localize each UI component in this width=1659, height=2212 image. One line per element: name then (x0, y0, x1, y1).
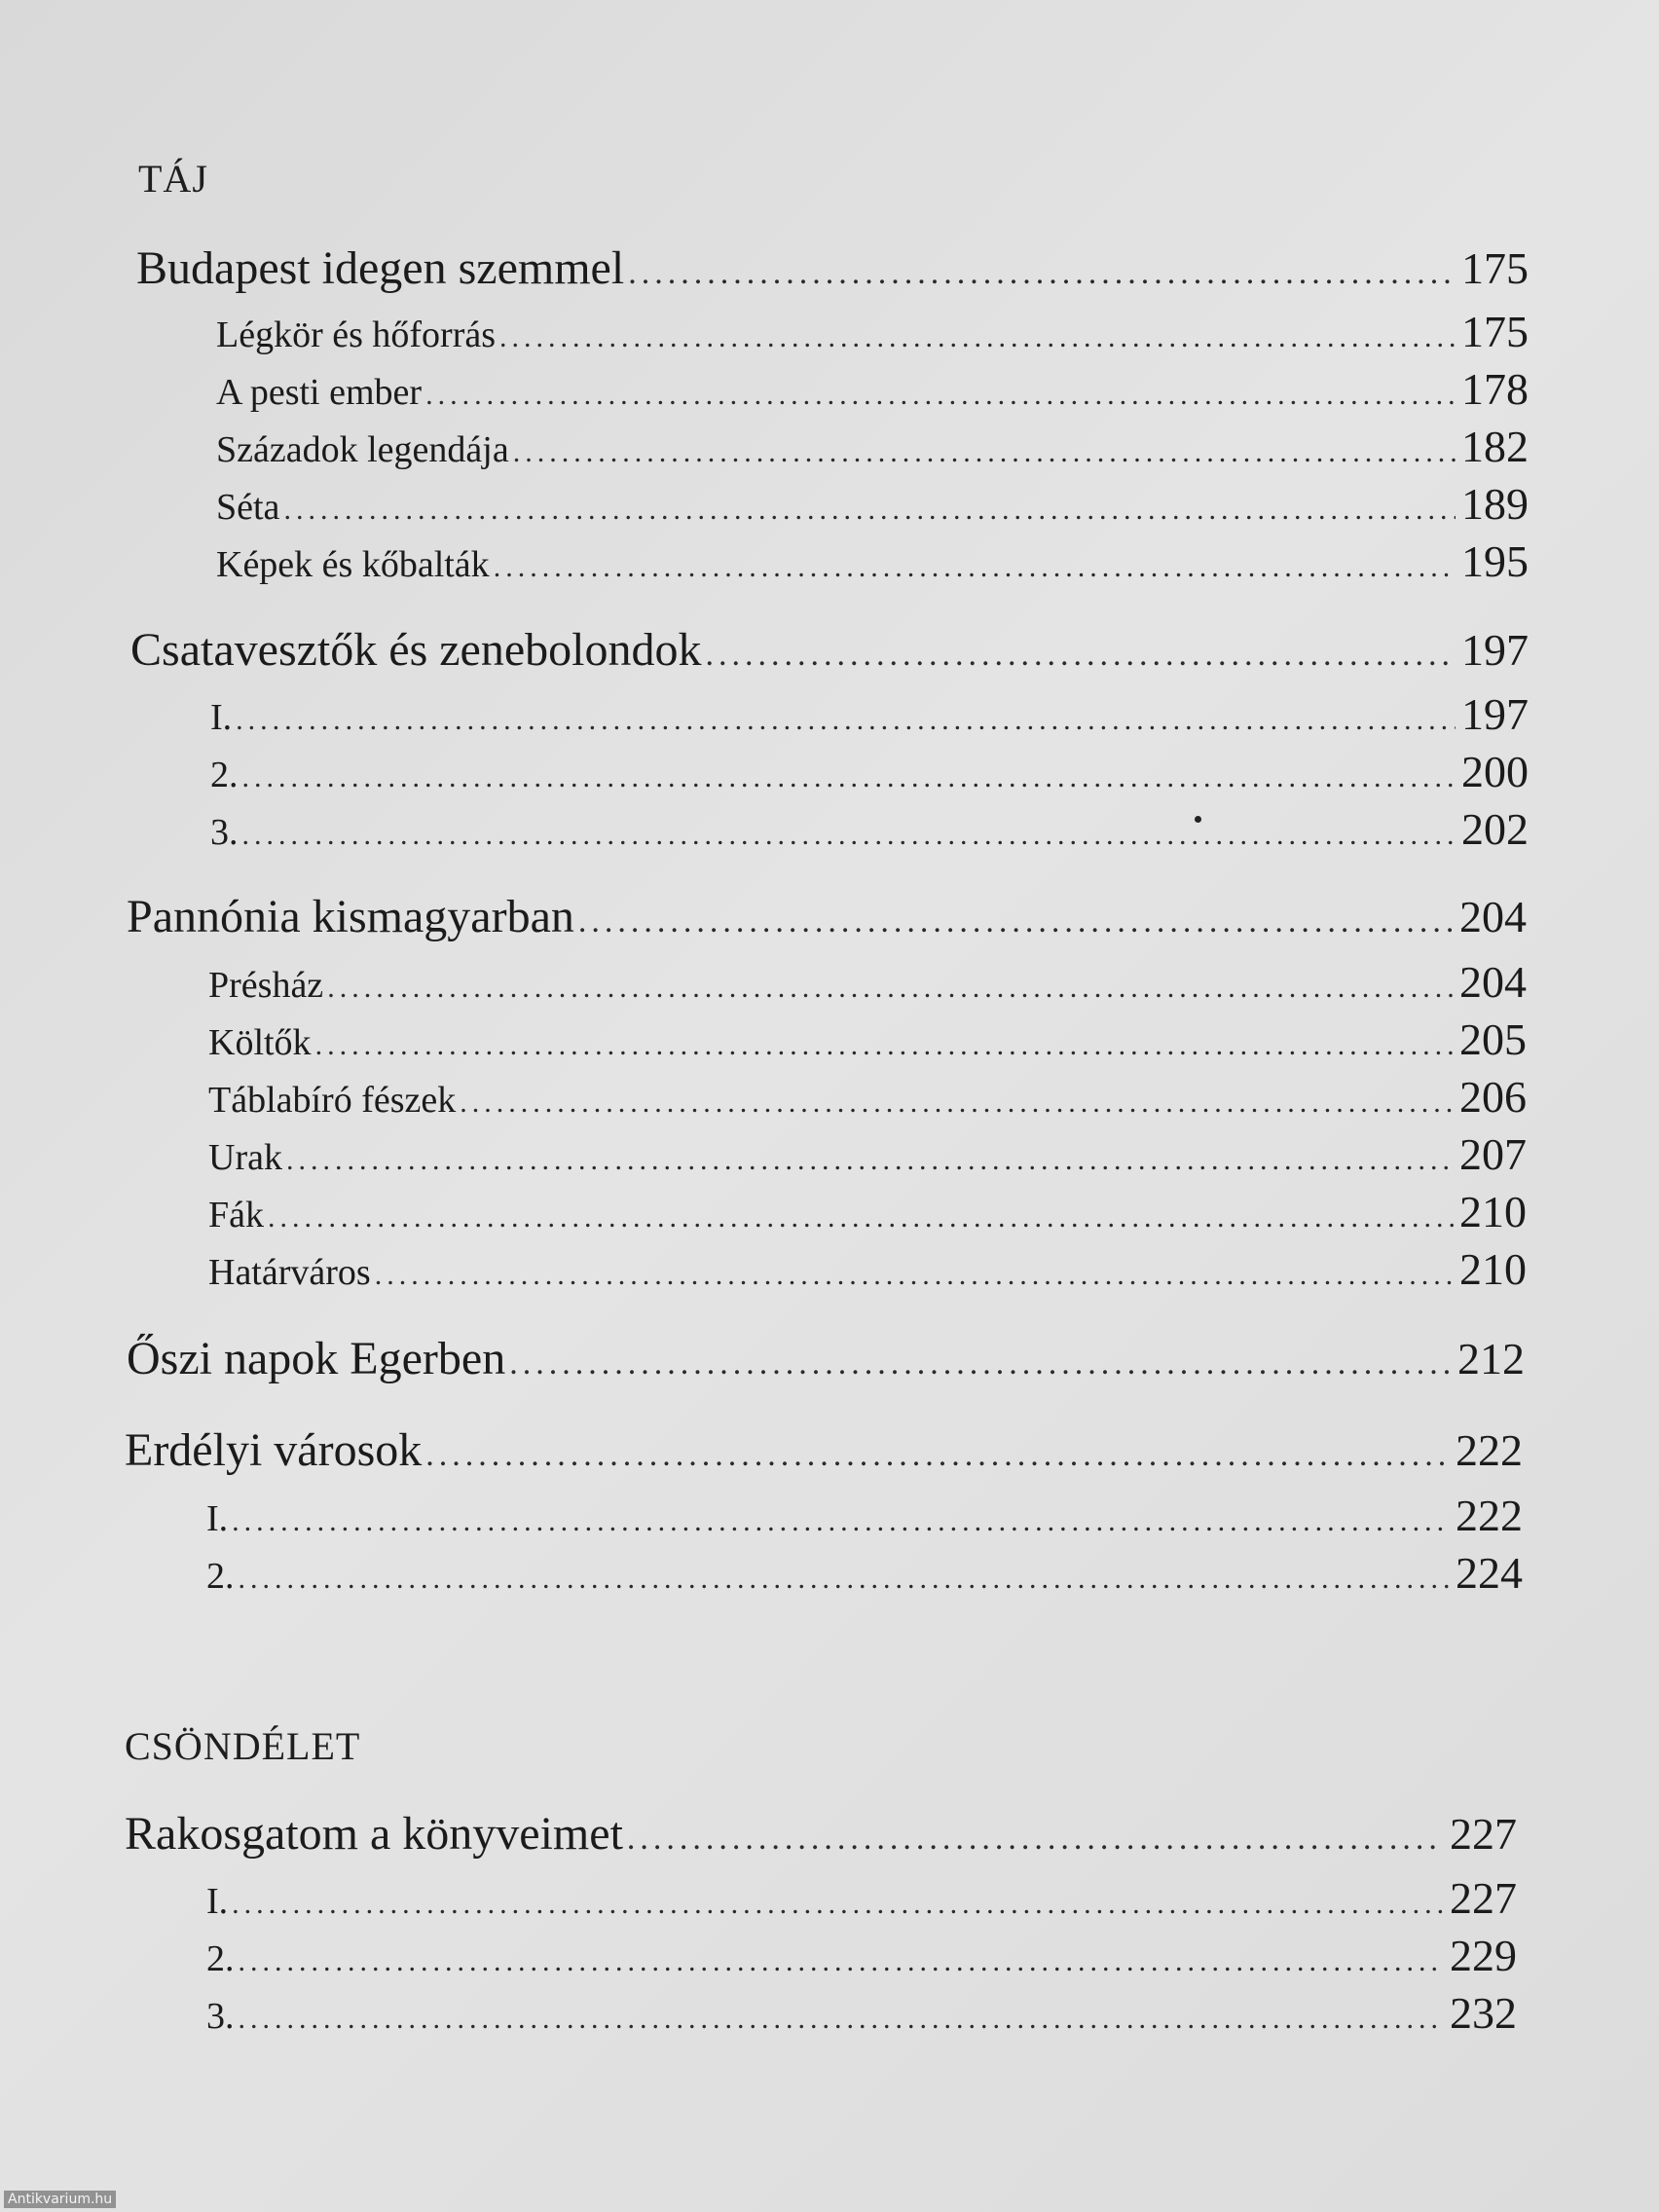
toc-entry-page: 204 (1459, 957, 1527, 1007)
dot-leader (375, 1259, 1454, 1292)
toc-entry-page: 204 (1459, 892, 1527, 941)
toc-entry-label: A pesti ember (216, 372, 423, 413)
dot-leader (425, 379, 1456, 412)
toc-entry (127, 890, 1527, 943)
toc-entry-page: 175 (1461, 243, 1529, 293)
toc-entry-label: Urak (208, 1137, 282, 1178)
toc-entry (216, 535, 1529, 587)
toc-entry-label: Őszi napok Egerben (127, 1333, 506, 1384)
toc-entry (216, 478, 1529, 530)
toc-entry-label: Pannónia kismagyarban (127, 891, 574, 942)
toc-entry-page: 182 (1461, 422, 1529, 471)
dot-leader (242, 819, 1456, 852)
dot-leader (578, 903, 1454, 940)
toc-entry-page: 205 (1459, 1014, 1527, 1064)
toc-entry-label: Légkör és hőforrás (216, 314, 497, 355)
toc-entry-page: 210 (1459, 1187, 1527, 1236)
dot-leader (706, 637, 1456, 674)
dot-leader (628, 255, 1456, 292)
dot-leader (494, 551, 1456, 584)
dot-leader (425, 1437, 1450, 1474)
toc-entry-page: 227 (1450, 1809, 1517, 1859)
toc-entry (210, 803, 1529, 855)
toc-entry-page: 212 (1457, 1334, 1525, 1383)
toc-entry (208, 1071, 1527, 1123)
toc-entry-label: Képek és kőbalták (216, 544, 490, 585)
toc-entry-page: 206 (1459, 1072, 1527, 1122)
dot-leader (315, 1029, 1454, 1062)
toc-entry-page: 222 (1456, 1491, 1523, 1540)
toc-entry (206, 1490, 1523, 1541)
toc-entry-label: 3. (210, 812, 239, 853)
toc-entry-page: 200 (1461, 747, 1529, 796)
toc-entry (208, 956, 1527, 1008)
toc-entry (206, 1987, 1517, 2039)
watermark-label: Antikvarium.hu (4, 2191, 116, 2208)
dot-leader (232, 1888, 1444, 1921)
toc-entry-label: 2. (210, 755, 239, 795)
dot-leader (239, 1563, 1451, 1596)
dot-leader (239, 2003, 1445, 2036)
dot-leader (627, 1821, 1444, 1858)
toc-entry-page: 197 (1461, 625, 1529, 675)
dot-leader (239, 1945, 1445, 1978)
toc-entry-label: Séta (216, 487, 280, 528)
toc-entry-page: 195 (1461, 536, 1529, 586)
toc-entry-page: 222 (1456, 1425, 1523, 1475)
dot-leader (242, 761, 1456, 794)
stray-dot-mark (1195, 816, 1201, 823)
toc-entry-label: Határváros (208, 1252, 371, 1293)
toc-entry (206, 1872, 1517, 1924)
toc-entry (206, 1547, 1523, 1599)
toc-entry (127, 1332, 1525, 1385)
toc-entry (208, 1128, 1527, 1180)
toc-entry-page: 197 (1461, 689, 1529, 739)
toc-entry-label: Költők (208, 1022, 312, 1063)
toc-entry-page: 210 (1459, 1244, 1527, 1294)
dot-leader (499, 321, 1456, 354)
dot-leader (513, 436, 1456, 469)
dot-leader (283, 494, 1456, 527)
toc-entry-page: 202 (1461, 804, 1529, 854)
toc-entry-label: 3. (206, 1996, 235, 2037)
dot-leader (286, 1144, 1454, 1177)
toc-entry-label: Présház (208, 965, 324, 1006)
toc-entry-label: Századok legendája (216, 429, 509, 470)
toc-entry-label: Budapest idegen szemmel (136, 242, 625, 294)
dot-leader (268, 1201, 1454, 1235)
dot-leader (327, 972, 1454, 1005)
toc-entry-page: 189 (1461, 479, 1529, 529)
toc-entry-label: Fák (208, 1195, 264, 1235)
toc-entry (208, 1014, 1527, 1065)
toc-entry (216, 421, 1529, 472)
toc-entry-page: 224 (1456, 1548, 1523, 1598)
toc-entry-label: Csatavesztők és zenebolondok (130, 624, 702, 676)
toc-entry (210, 688, 1529, 740)
toc-entry-label: I. (206, 1498, 229, 1539)
toc-entry-label: Rakosgatom a könyveimet (125, 1808, 623, 1860)
toc-entry-page: 207 (1459, 1129, 1527, 1179)
toc-entry (206, 1930, 1517, 1981)
dot-leader (509, 1346, 1452, 1382)
toc-entry (210, 746, 1529, 797)
dot-leader (236, 704, 1456, 737)
toc-entry (125, 1807, 1517, 1861)
toc-entry-label: Táblabíró fészek (208, 1080, 457, 1121)
dot-leader (460, 1087, 1454, 1120)
toc-entry-page: 175 (1461, 307, 1529, 356)
toc-entry (136, 241, 1529, 295)
toc-entry (216, 363, 1529, 415)
part-title-taj: TÁJ (138, 157, 208, 201)
toc-entry-label: 2. (206, 1556, 235, 1597)
toc-entry (208, 1186, 1527, 1237)
toc-entry-label: 2. (206, 1938, 235, 1979)
toc-entry-page: 232 (1450, 1988, 1517, 2038)
toc-entry-label: I. (206, 1881, 229, 1922)
toc-entry-label: I. (210, 697, 233, 738)
toc-entry-label: Erdélyi városok (125, 1424, 423, 1476)
toc-entry (130, 623, 1529, 677)
toc-entry (216, 306, 1529, 357)
dot-leader (232, 1505, 1450, 1538)
toc-entry (125, 1423, 1523, 1477)
toc-entry-page: 229 (1450, 1931, 1517, 1980)
part-title-csondelet: CSÖNDÉLET (125, 1724, 361, 1768)
toc-entry-page: 227 (1450, 1873, 1517, 1923)
toc-entry (208, 1243, 1527, 1295)
toc-entry-page: 178 (1461, 364, 1529, 414)
